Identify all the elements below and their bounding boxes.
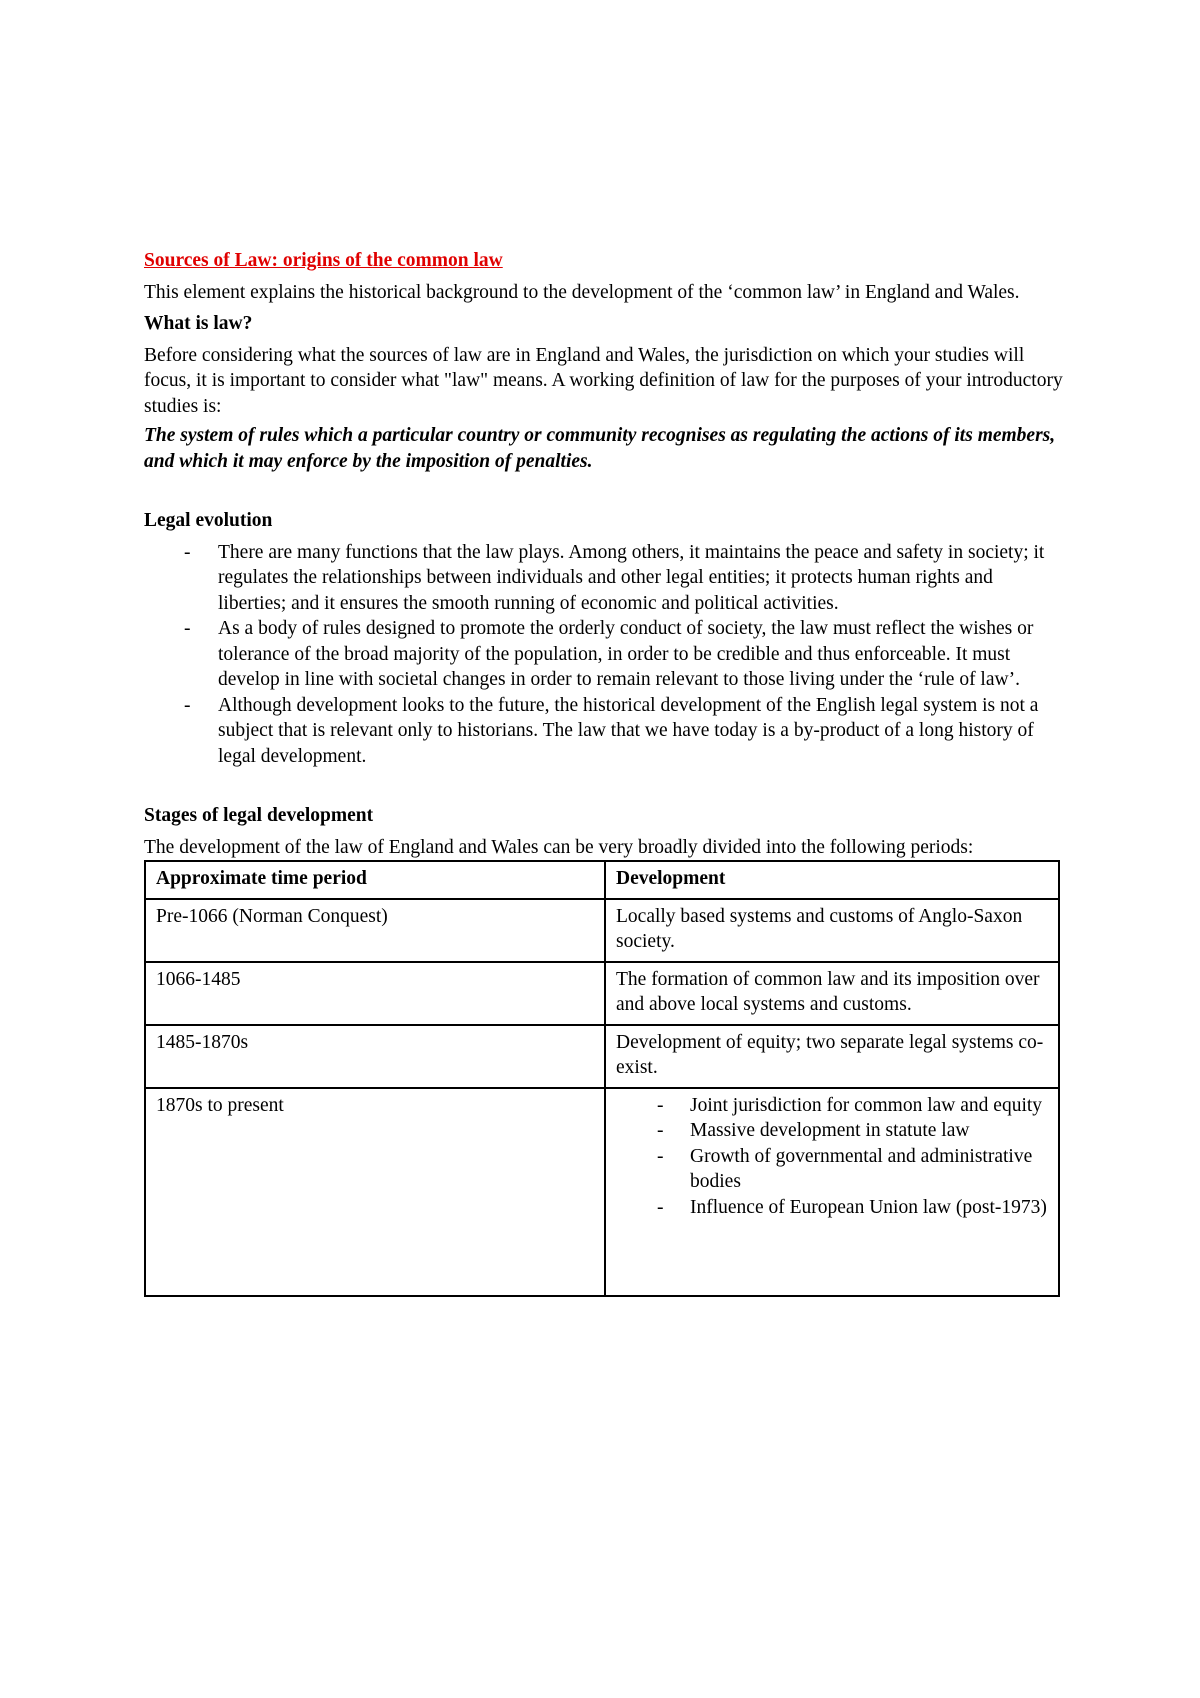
list-item-text: Although development looks to the future, the historical development of the English legal system is not a subject that is relevant only to historians. The law that we have today is a by-product of a long history of legal development. (218, 694, 1039, 767)
dash-bullet: - (657, 1120, 664, 1141)
development-cell: Locally based systems and customs of Anglo-Saxon society. (605, 899, 1059, 962)
column-header-period: Approximate time period (145, 861, 605, 899)
intro-paragraph: This element explains the historical background to the development of the ‘common law’ in England and Wales. (144, 281, 1020, 303)
list-item-text: Influence of European Union law (post-1973) (690, 1196, 1047, 1218)
page-title: Sources of Law: origins of the common law (144, 250, 503, 271)
dash-bullet: - (657, 1094, 664, 1116)
periods-table (144, 860, 1060, 1297)
table-header-row (145, 861, 1059, 899)
development-list (616, 1093, 1048, 1221)
table-row (145, 962, 1059, 1025)
list-item-text: Massive development in statute law (690, 1120, 970, 1141)
list-item (657, 1195, 1048, 1221)
dash-bullet: - (184, 618, 191, 639)
stages-heading: Stages of legal development (144, 805, 374, 826)
list-item-text: There are many functions that the law plays. Among others, it maintains the peace and safety in society; it regulates the relationships between individuals and other legal entities; it protects human rights and liberties; and it ensures the smooth running of economic and political activities. (218, 541, 1045, 614)
list-item-text: As a body of rules designed to promote the orderly conduct of society, the law must reflect the wishes or tolerance of the broad majority of the population, in order to be credible and thus enforceable. It must develop in line with societal changes in order to remain relevant to those living under the ‘rule of law’. (218, 618, 1034, 690)
legal-evolution-heading: Legal evolution (144, 510, 273, 531)
list-item (184, 693, 1064, 770)
legal-evolution-list (144, 540, 1064, 770)
list-item (657, 1144, 1048, 1195)
development-cell (605, 1088, 1059, 1296)
what-is-law-heading: What is law? (144, 313, 253, 334)
dash-bullet: - (657, 1145, 664, 1167)
period-cell: 1066-1485 (145, 962, 605, 1025)
list-item (657, 1093, 1048, 1119)
period-cell: 1870s to present (145, 1088, 605, 1296)
table-row (145, 1088, 1059, 1296)
list-item (184, 540, 1064, 617)
list-item-text: Joint jurisdiction for common law and equity (690, 1094, 1043, 1116)
column-header-development: Development (605, 861, 1059, 899)
list-item (657, 1118, 1048, 1144)
dash-bullet: - (184, 694, 191, 716)
development-cell: Development of equity; two separate legal systems co-exist. (605, 1025, 1059, 1088)
stages-body: The development of the law of England and Wales can be very broadly divided into the following periods: (144, 836, 974, 858)
list-item (184, 616, 1064, 693)
table-row (145, 1025, 1059, 1088)
development-cell: The formation of common law and its imposition over and above local systems and customs. (605, 962, 1059, 1025)
law-definition: The system of rules which a particular country or community recognises as regulating the actions of its members, and which it may enforce by the imposition of penalties. (144, 425, 1056, 472)
list-item-text: Growth of governmental and administrative bodies (690, 1145, 1033, 1192)
what-is-law-body: Before considering what the sources of law are in England and Wales, the jurisdiction on which your studies will focus, it is important to consider what "law" means. A working definition of law for the purposes of your introductory studies is: (144, 344, 1063, 417)
table-row (145, 899, 1059, 962)
dash-bullet: - (184, 541, 191, 563)
period-cell: 1485-1870s (145, 1025, 605, 1088)
document-page (144, 248, 1064, 1297)
dash-bullet: - (657, 1196, 664, 1218)
period-cell: Pre-1066 (Norman Conquest) (145, 899, 605, 962)
